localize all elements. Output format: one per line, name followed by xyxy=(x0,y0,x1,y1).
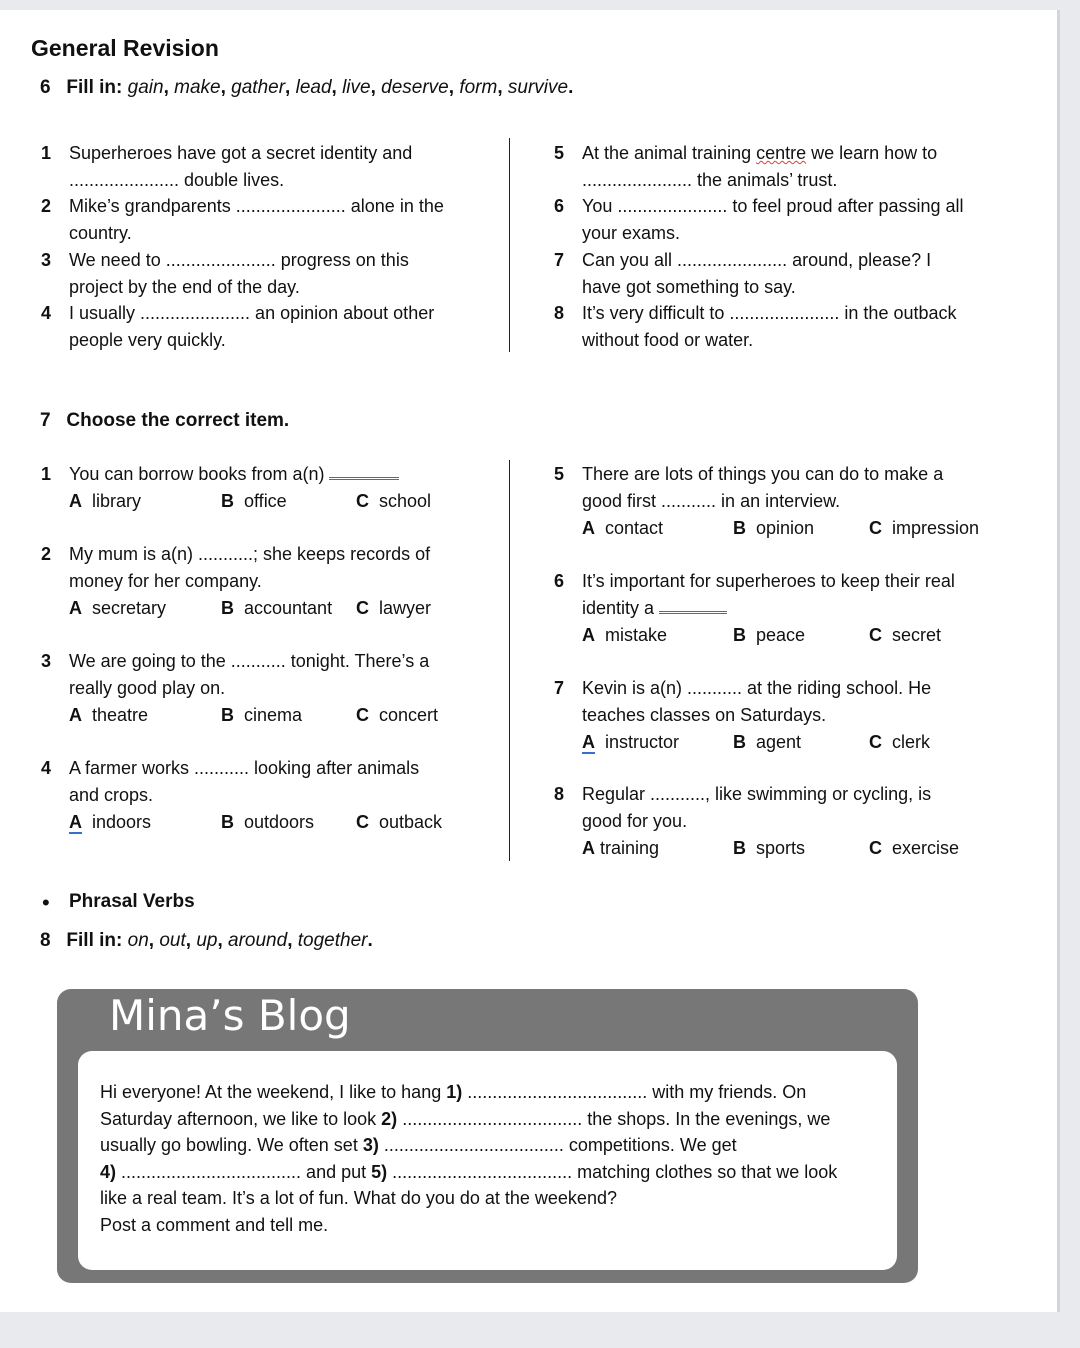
ex6-word: form xyxy=(459,77,498,98)
ex8-label: Fill in: xyxy=(66,930,123,951)
option-letter: C xyxy=(356,812,369,832)
option-c[interactable] xyxy=(869,518,979,539)
item-line xyxy=(582,140,937,167)
item-line: Mike’s grandparents ...................... alone in the xyxy=(69,196,444,216)
option-b[interactable] xyxy=(221,598,332,619)
item-line: country. xyxy=(69,222,132,243)
gap-number: 5) xyxy=(371,1161,388,1182)
item-line: good for you. xyxy=(582,810,688,831)
option-a[interactable] xyxy=(582,518,663,539)
option-letter: B xyxy=(733,625,746,645)
option-word: outback xyxy=(379,812,443,832)
item-line: project by the end of the day. xyxy=(69,276,300,297)
item-text: At the animal training xyxy=(582,143,757,163)
blog-title: Mina’s Blog xyxy=(109,991,351,1040)
gap-number: 2) xyxy=(381,1108,398,1129)
option-letter: A xyxy=(582,518,595,538)
item-line: really good play on. xyxy=(69,677,226,698)
bullet-icon: • xyxy=(42,890,50,915)
item-text: identity a xyxy=(582,597,655,618)
option-b[interactable] xyxy=(733,625,805,646)
answer-blank[interactable] xyxy=(659,599,727,614)
item-number: 4 xyxy=(41,758,52,778)
ex6-word: gather xyxy=(231,77,286,98)
blog-panel xyxy=(57,989,918,1283)
option-letter: C xyxy=(869,732,882,752)
option-word: instructor xyxy=(605,732,680,752)
option-c[interactable] xyxy=(356,598,431,619)
item-number: 7 xyxy=(554,678,565,698)
gap-number: 4) xyxy=(100,1161,117,1182)
item-number: 5 xyxy=(554,464,565,484)
option-letter: A xyxy=(69,705,82,725)
option-word: indoors xyxy=(92,812,152,832)
option-a-selected[interactable] xyxy=(582,732,679,753)
ex6-word: live xyxy=(342,77,371,98)
option-c[interactable] xyxy=(869,838,959,859)
blog-content-box xyxy=(78,1051,897,1270)
gap-number: 1) xyxy=(446,1082,463,1102)
option-word: clerk xyxy=(892,732,931,752)
option-word: agent xyxy=(756,732,802,752)
ex6-word: lead xyxy=(295,77,332,98)
option-letter: B xyxy=(221,812,234,832)
ex8-word: together xyxy=(297,930,368,951)
option-a[interactable] xyxy=(582,838,659,859)
ex7-label: Choose the correct item. xyxy=(66,410,290,431)
option-letter: A xyxy=(69,598,82,618)
ex6-word: survive xyxy=(507,77,569,98)
ex6-word: deserve xyxy=(381,77,449,98)
option-letter: B xyxy=(221,491,234,511)
option-b[interactable] xyxy=(221,491,287,512)
blog-text xyxy=(100,1079,837,1239)
item-number: 2 xyxy=(41,196,52,216)
option-a[interactable] xyxy=(69,598,166,619)
item-line: A farmer works ........... looking after animals xyxy=(69,758,420,778)
option-word: outdoors xyxy=(244,812,315,832)
item-number: 3 xyxy=(41,651,52,671)
item-number: 1 xyxy=(41,143,52,163)
column-divider xyxy=(509,138,510,352)
option-word: opinion xyxy=(756,518,815,538)
item-line: good first ........... in an interview. xyxy=(582,490,841,511)
option-word: peace xyxy=(756,625,806,645)
blog-line: like a real team. It’s a lot of fun. What do you do at the weekend? xyxy=(100,1188,617,1209)
option-c[interactable] xyxy=(356,491,431,512)
option-letter: A xyxy=(582,732,595,752)
option-letter: B xyxy=(733,518,746,538)
option-letter: A xyxy=(582,838,595,858)
blog-line: Saturday afternoon, we like to look 2) .................................... the shops. In the evenings, we xyxy=(100,1108,831,1129)
item-number: 8 xyxy=(554,784,565,804)
ex6-heading: 6 Fill in: gain, make, gather, lead, live, deserve, form, survive. xyxy=(40,77,574,98)
blog-line: usually go bowling. We often set 3) .................................... competitions. We get xyxy=(100,1135,737,1156)
item-number: 5 xyxy=(554,143,565,163)
misspelled-word: centre xyxy=(756,143,807,163)
option-word: secret xyxy=(892,625,942,645)
item-line xyxy=(582,595,727,622)
option-word: library xyxy=(92,491,142,511)
item-line: It’s important for superheroes to keep their real xyxy=(582,571,955,591)
option-word: lawyer xyxy=(379,598,432,618)
item-line: without food or water. xyxy=(582,329,754,350)
item-line: teaches classes on Saturdays. xyxy=(582,704,827,725)
item-number: 4 xyxy=(41,303,52,323)
item-text: we learn how to xyxy=(806,143,938,163)
option-word: training xyxy=(600,838,660,858)
option-letter: C xyxy=(356,598,369,618)
option-a-selected[interactable] xyxy=(69,812,151,833)
ex7-number: 7 xyxy=(40,410,51,431)
item-line: I usually ...................... an opinion about other xyxy=(69,303,435,323)
option-b[interactable] xyxy=(221,705,302,726)
option-a[interactable] xyxy=(69,705,148,726)
item-number: 8 xyxy=(554,303,565,323)
gap-number: 3) xyxy=(362,1135,379,1156)
item-line: your exams. xyxy=(582,222,681,243)
ex8-word: on xyxy=(127,930,149,951)
item-number: 6 xyxy=(554,571,565,591)
ex8-word: out xyxy=(159,930,186,951)
option-b[interactable] xyxy=(733,518,814,539)
ex6-number: 6 xyxy=(40,77,51,98)
option-word: mistake xyxy=(605,625,668,645)
item-line: Can you all ...................... around, please? I xyxy=(582,250,932,270)
item-line: We need to ...................... progress on this xyxy=(69,250,409,270)
worksheet-page xyxy=(0,10,1057,1312)
option-b[interactable] xyxy=(733,732,801,753)
item-line: people very quickly. xyxy=(69,329,226,350)
item-line: We are going to the ........... tonight. There’s a xyxy=(69,651,430,671)
item-line: have got something to say. xyxy=(582,276,796,297)
option-letter: A xyxy=(69,812,82,832)
option-c[interactable] xyxy=(869,732,930,753)
option-b[interactable] xyxy=(221,812,314,833)
ex8-heading: 8 Fill in: on, out, up, around, together. xyxy=(40,930,373,951)
item-line: Regular ..........., like swimming or cycling, is xyxy=(582,784,932,804)
option-word: contact xyxy=(605,518,664,538)
phrasal-verbs-heading: Phrasal Verbs xyxy=(69,891,195,912)
answer-blank[interactable] xyxy=(329,463,399,480)
item-number: 3 xyxy=(41,250,52,270)
option-word: exercise xyxy=(892,838,960,858)
option-c[interactable] xyxy=(356,812,442,833)
item-line: There are lots of things you can do to make a xyxy=(582,464,944,484)
item-line: Superheroes have got a secret identity and xyxy=(69,143,413,163)
ex6-label: Fill in: xyxy=(66,77,123,98)
blog-line: Hi everyone! At the weekend, I like to hang 1) .................................... with my friends. On xyxy=(100,1082,807,1102)
item-number: 7 xyxy=(554,250,565,270)
blog-line: 4) .................................... and put 5) .................................... matching clothes so that we look xyxy=(100,1161,838,1182)
item-line: Kevin is a(n) ........... at the riding school. He xyxy=(582,678,932,698)
item-line xyxy=(69,461,399,488)
item-line: My mum is a(n) ...........; she keeps records of xyxy=(69,544,431,564)
option-letter: A xyxy=(69,491,82,511)
option-letter: B xyxy=(733,838,746,858)
option-letter: C xyxy=(869,625,882,645)
ex8-number: 8 xyxy=(40,930,51,951)
option-letter: B xyxy=(221,705,234,725)
ex7-heading xyxy=(40,410,289,432)
item-line: ...................... the animals’ trust. xyxy=(582,169,838,190)
item-number: 6 xyxy=(554,196,565,216)
item-line: It’s very difficult to ...................... in the outback xyxy=(582,303,957,323)
item-line: You ...................... to feel proud after passing all xyxy=(582,196,964,216)
option-letter: C xyxy=(356,491,369,511)
option-word: school xyxy=(379,491,432,511)
option-letter: B xyxy=(733,732,746,752)
item-line: money for her company. xyxy=(69,570,262,591)
option-b[interactable] xyxy=(733,838,805,859)
option-word: impression xyxy=(892,518,980,538)
ex8-word: up xyxy=(196,930,218,951)
ex6-word: gain xyxy=(127,77,164,98)
option-letter: C xyxy=(356,705,369,725)
option-word: sports xyxy=(756,838,806,858)
option-c[interactable] xyxy=(356,705,438,726)
option-word: concert xyxy=(379,705,439,725)
option-word: office xyxy=(244,491,287,511)
option-letter: B xyxy=(221,598,234,618)
option-word: theatre xyxy=(92,705,149,725)
item-text: You can borrow books from a(n) xyxy=(69,464,325,484)
option-word: secretary xyxy=(92,598,167,618)
item-number: 1 xyxy=(41,464,52,484)
ex8-word: around xyxy=(228,930,288,951)
option-letter: A xyxy=(582,625,595,645)
option-a[interactable] xyxy=(69,491,141,512)
option-word: accountant xyxy=(244,598,333,618)
option-word: cinema xyxy=(244,705,303,725)
item-line: and crops. xyxy=(69,784,154,805)
column-divider xyxy=(509,460,510,861)
item-line: ...................... double lives. xyxy=(69,169,285,190)
ex6-word: make xyxy=(174,77,221,98)
option-a[interactable] xyxy=(582,625,667,646)
option-letter: C xyxy=(869,838,882,858)
item-number: 2 xyxy=(41,544,52,564)
option-c[interactable] xyxy=(869,625,941,646)
page-edge xyxy=(1057,10,1060,1312)
option-letter: C xyxy=(869,518,882,538)
blog-line: Post a comment and tell me. xyxy=(100,1214,329,1235)
page-title: General Revision xyxy=(31,35,219,61)
